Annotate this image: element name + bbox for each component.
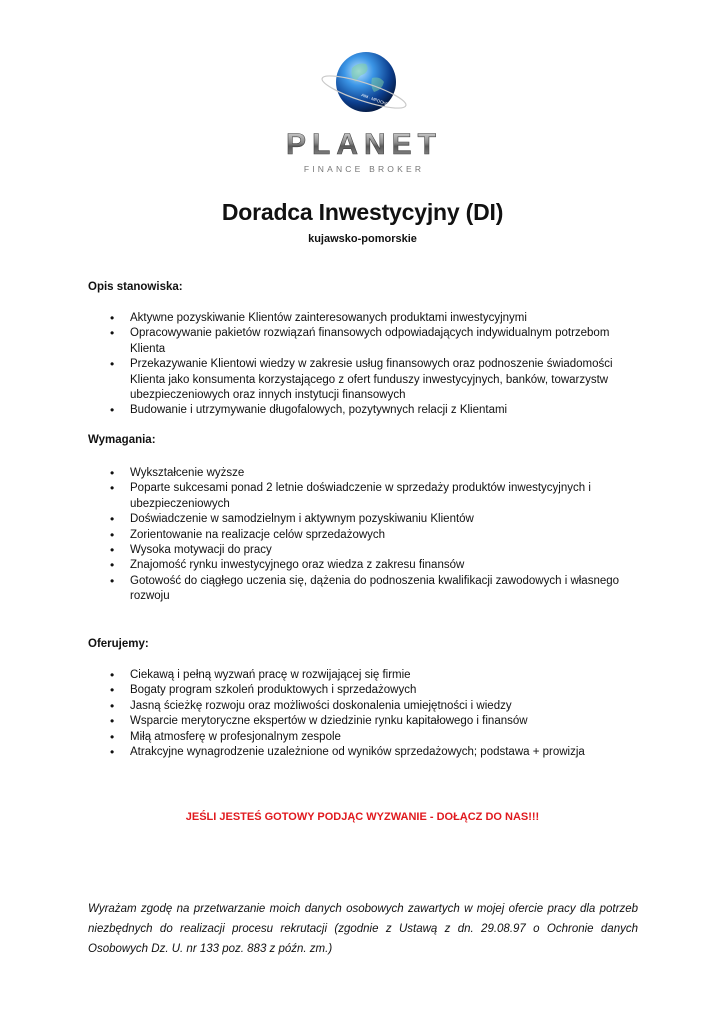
data-consent-clause: Wyrażam zgodę na przetwarzanie moich danych osobowych zawartych w mojej ofercie pracy dla potrzeb niezbędnych do realizacji procesu rekrutacji (zgodnie z Ustawą z dn. 29.08.97 o Ochronie danych Osobowych Dz. U. nr 133 poz. 883 z późn. zm.) — [88, 903, 638, 955]
globe-logo-icon — [268, 48, 460, 188]
list-item: • Ciekawą i pełną wyzwań pracę w rozwijającej się firmie — [110, 668, 640, 683]
list-item: • Aktywne pozyskiwanie Klientów zainteresowanych produktami inwestycyjnymi — [110, 311, 640, 326]
list-item: • Wysoka motywacji do pracy — [110, 543, 640, 558]
opis-list — [110, 311, 640, 419]
section-heading-wymagania: Wymagania: — [88, 434, 156, 446]
section-heading-opis: Opis stanowiska: — [88, 281, 183, 293]
list-item: • Poparte sukcesami ponad 2 letnie doświadczenie w sprzedaży produktów inwestycyjnych i ubezpieczeniowych — [110, 481, 640, 512]
logo-ring-text: AIM · MPOCKETS — [360, 92, 394, 109]
list-item: • Przekazywanie Klientowi wiedzy w zakresie usług finansowych oraz podnoszenie świadomości Klienta jako konsumenta korzystającego z ofert funduszy inwestycyjnych, banków, towarzystw ubezpieczeniowych oraz innych instytucji finansowych — [110, 357, 640, 403]
list-item: • Doświadczenie w samodzielnym i aktywnym pozyskiwaniu Klientów — [110, 512, 640, 527]
list-item: • Atrakcyjne wynagrodzenie uzależnione od wyników sprzedażowych; podstawa + prowizja — [110, 745, 640, 760]
logo-tagline: FINANCE BROKER — [303, 164, 425, 174]
list-item: • Bogaty program szkoleń produktowych i sprzedażowych — [110, 683, 640, 698]
region-subtitle: kujawsko-pomorskie — [308, 233, 417, 245]
logo-brand: PLANET — [286, 128, 442, 161]
list-item: • Miłą atmosferę w profesjonalnym zespole — [110, 730, 640, 745]
section-heading-oferujemy: Oferujemy: — [88, 638, 149, 650]
list-item: • Zorientowanie na realizacje celów sprzedażowych — [110, 528, 640, 543]
call-to-action: JEŚLI JESTEŚ GOTOWY PODJĄC WYZWANIE - DOŁĄCZ DO NAS!!! — [185, 811, 540, 823]
list-item: • Znajomość rynku inwestycyjnego oraz wiedza z zakresu finansów — [110, 558, 640, 573]
oferujemy-list — [110, 668, 640, 760]
list-item: • Opracowywanie pakietów rozwiązań finansowych odpowiadających indywidualnym potrzebom Klienta — [110, 326, 640, 357]
list-item: • Budowanie i utrzymywanie długofalowych, pozytywnych relacji z Klientami — [110, 403, 640, 418]
list-item: • Gotowość do ciągłego uczenia się, dążenia do podnoszenia kwalifikacji zawodowych i własnego rozwoju — [110, 574, 640, 605]
list-item: • Jasną ścieżkę rozwoju oraz możliwości doskonalenia umiejętności i wiedzy — [110, 699, 640, 714]
wymagania-list — [110, 466, 640, 605]
list-item: • Wsparcie merytoryczne ekspertów w dziedzinie rynku kapitałowego i finansów — [110, 714, 640, 729]
list-item: • Wykształcenie wyższe — [110, 466, 640, 481]
planet-logo — [268, 48, 460, 188]
page-title: Doradca Inwestycyjny (DI) — [221, 199, 504, 225]
